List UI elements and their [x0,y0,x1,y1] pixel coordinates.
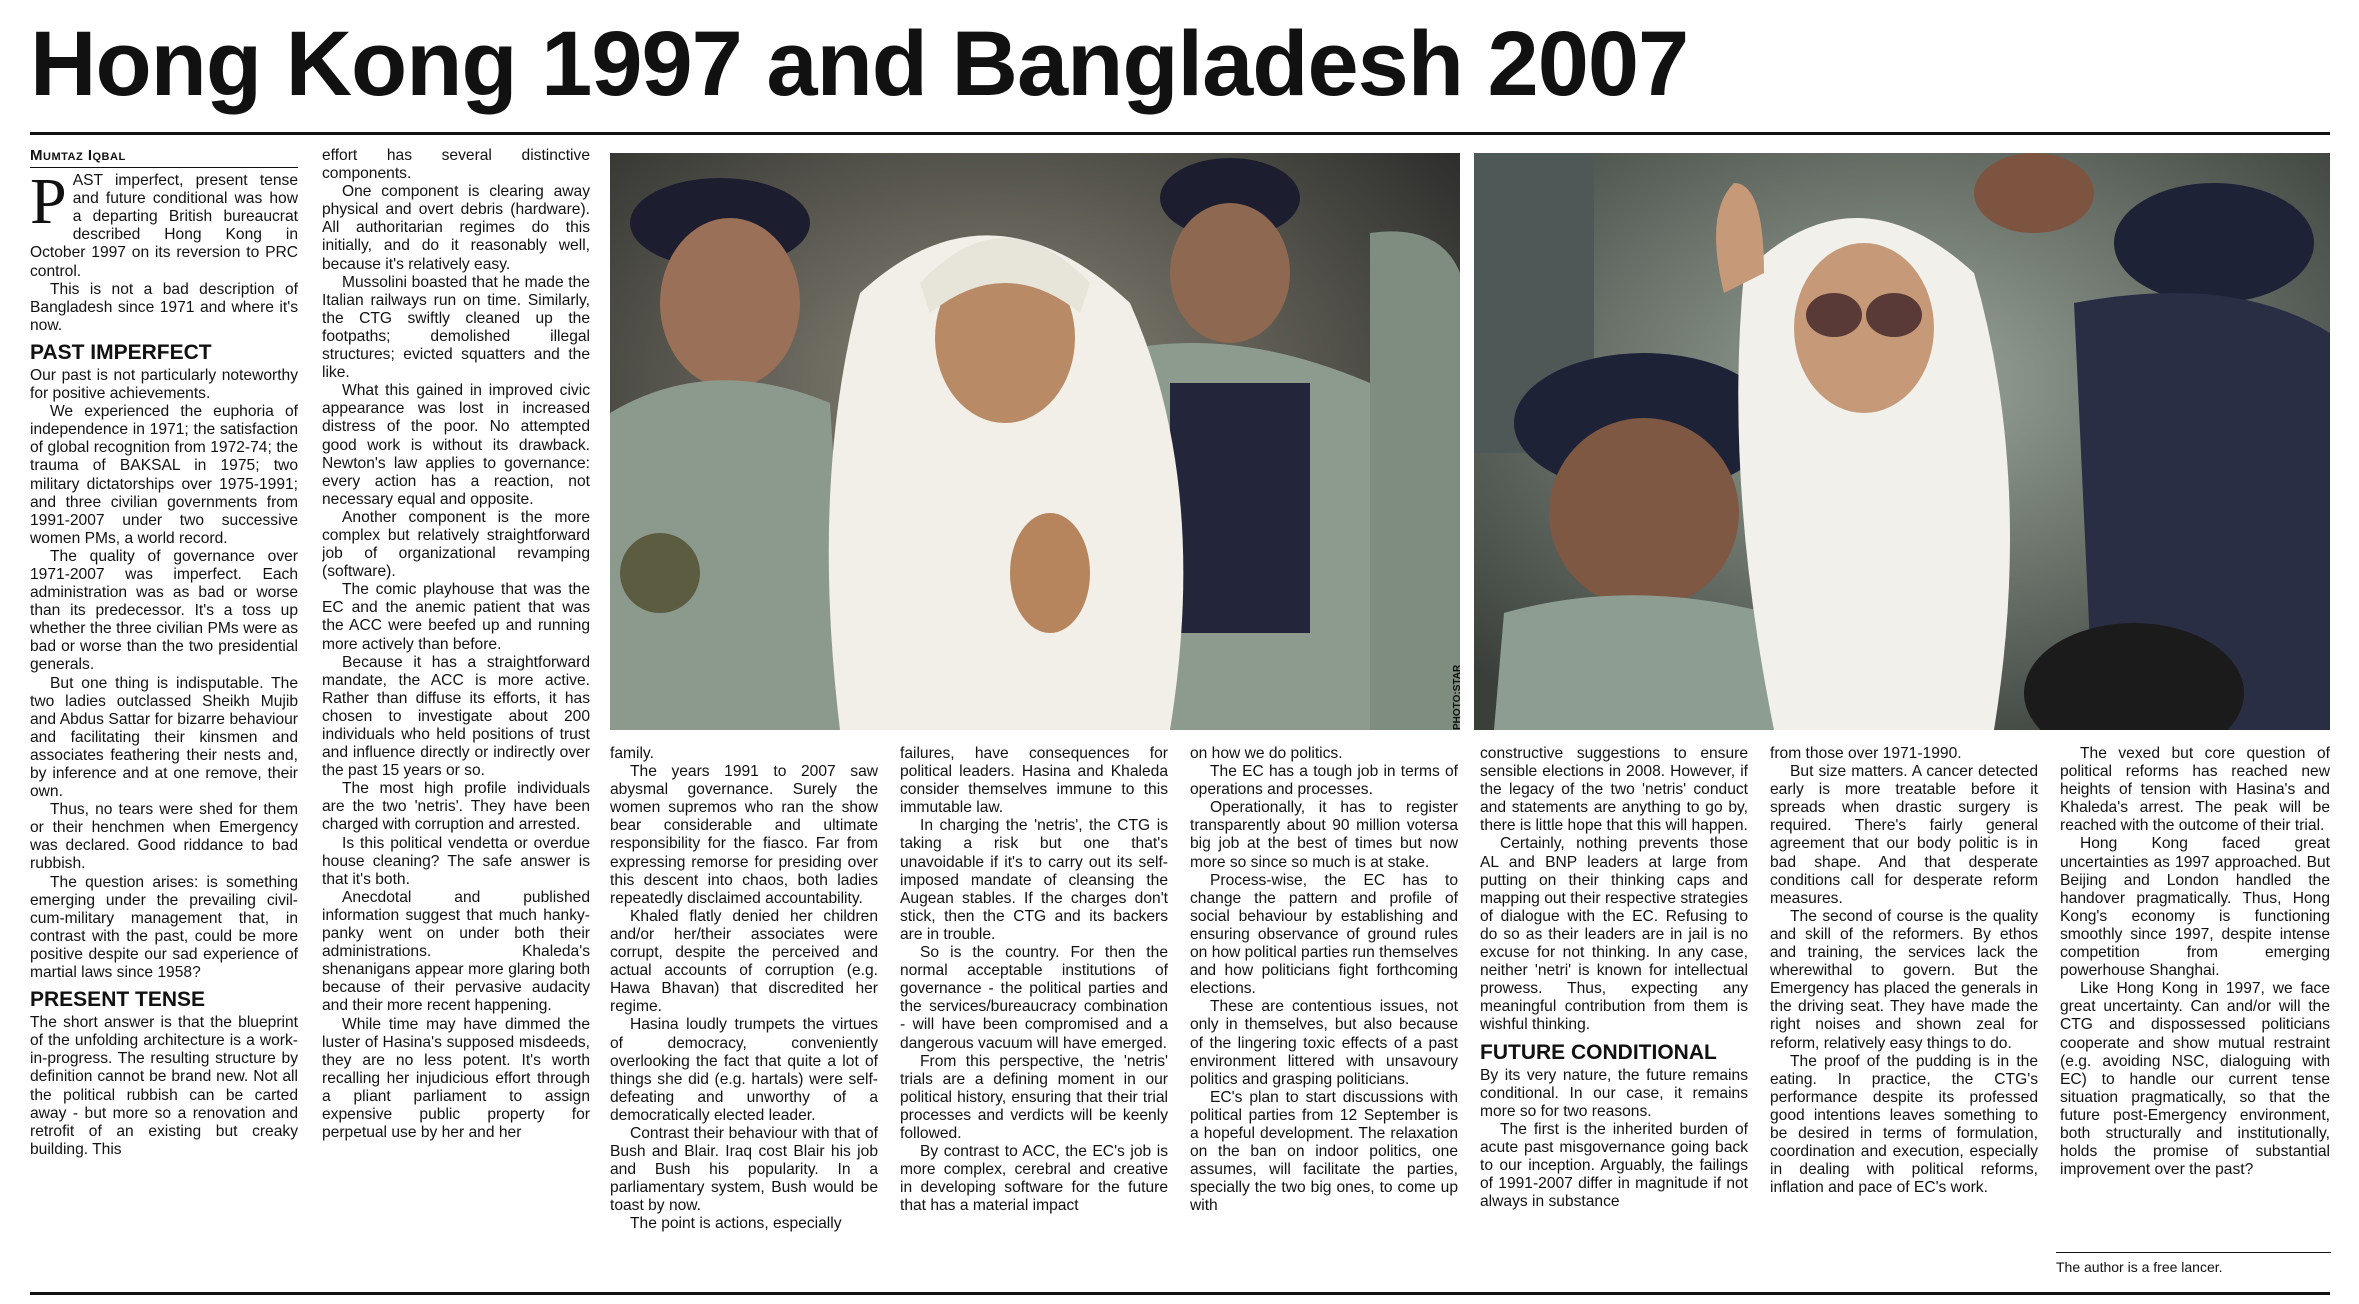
paragraph: Operationally, it has to register transparently about 90 million votersa big job at the best of times but now more so since so much is at stake. [1190,799,1458,871]
paragraph: Is this political vendetta or overdue house cleaning? The safe answer is that it's both. [322,834,590,888]
column-7 [1770,745,2038,1290]
column-5 [1190,745,1458,1290]
column-3 [610,745,878,1290]
paragraph: family. [610,745,654,762]
paragraph: failures, have consequences for political leaders. Hasina and Khaleda consider themselves immune to this immutable law. [900,745,1168,817]
subheading-past-imperfect: PAST IMPERFECT [30,340,212,364]
paragraph: So is the country. For then the normal acceptable institutions of governance - the political parties and the services/bureaucracy combination - will have been compromised and a dangerous vacuum will have emerged. [900,944,1168,1052]
dropcap: P [30,165,67,239]
paragraph: Another component is the more complex but relatively straightforward job of organizational revamping (software). [322,508,590,581]
paragraph: The first is the inherited burden of acute past misgovernance going back to our inception. Arguably, the failings of 1991-2007 differ in magnitude if not always in substance [1480,1120,1748,1211]
paragraph: constructive suggestions to ensure sensible elections in 2008. However, if the legacy of the two 'netris' conduct and statements are anything to go by, there is little hope that this will happen. [1480,745,1748,835]
paragraph: The EC has a tough job in terms of operations and processes. [1190,763,1458,799]
column-8 [2060,745,2330,1245]
paragraph: We experienced the euphoria of independence in 1971; the satisfaction of global recognition from 1972-74; the trauma of BAKSAL in 1975; two military dictatorships over 1975-1991; and three civilian governments from 1991-2007 under two successive women PMs, a world record. [30,403,298,547]
paragraph: The years 1991 to 2007 saw abysmal governance. Surely the women supremos who ran the show bear considerable and ultimate responsibility for the fiasco. Far from expressing remorse for presiding over this descent into chaos, both ladies repeatedly disclaimed accountability. [610,763,878,907]
paragraph: But size matters. A cancer detected early is more treatable before it spreads when drastic surgery is required. There's fairly general agreement that our body politic is in bad shape. And that desperate conditions call for desperate reform measures. [1770,763,2038,907]
paragraph: Because it has a straightforward mandate, the ACC is more active. Rather than diffuse its efforts, it has chosen to investigate about 200 individuals who held positions of trust and influence directly or indirectly over the past 15 years or so. [322,653,590,780]
paragraph: The comic playhouse that was the EC and the anemic patient that was the ACC were beefed up and running more actively than before. [322,581,590,653]
paragraph: What this gained in improved civic appearance was lost in increased distress of the poor. No attempted good work is without its drawback. Newton's law applies to governance: every action has a reaction, not necessary equal and opposite. [322,382,590,508]
paragraph: Anecdotal and published information suggest that much hanky-panky went on under both their administrations. Khaleda's shenanigans appear more glaring both because of their pervasive audacity and their more recent happening. [322,888,590,1015]
photo-khaleda [1474,153,2330,730]
author-footnote: The author is a free lancer. [2056,1252,2331,1275]
paragraph: effort has several distinctive components. [322,147,590,183]
column-1 [30,147,298,1290]
column-6 [1480,745,1748,1290]
paragraph: From this perspective, the 'netris' trials are a defining moment in our political history, ensuring that their trial processes and verdicts will be keenly followed. [900,1052,1168,1142]
column-4 [900,745,1168,1290]
paragraph: Process-wise, the EC has to change the pattern and profile of social behaviour by establishing and ensuring observance of ground rules on how political parties run themselves and how politicians fight forthcoming elections. [1190,871,1458,998]
paragraph: EC's plan to start discussions with political parties from 12 September is a hopeful development. The relaxation on the ban on indoor politics, one assumes, will facilitate the parties, specially the two big ones, to come up with [1190,1088,1458,1215]
paragraph: Mussolini boasted that he made the Italian railways run on time. Similarly, the CTG swiftly cleaned up the footpaths; demolished illegal structures; evicted squatters and the like. [322,273,590,382]
paragraph: Hong Kong faced great uncertainties as 1997 approached. But Beijing and London handled the handover pragmatically. Thus, Hong Kong's economy is functioning smoothly since 1997, despite intense competition from emerging powerhouse Shanghai. [2060,835,2330,980]
paragraph: The proof of the pudding is in the eating. In practice, the CTG's performance despite its professed good intentions leaves something to be desired in terms of formulation, coordination and execution, especially in dealing with political reforms, inflation and pace of EC's work. [1770,1052,2038,1197]
paragraph: The most high profile individuals are the two 'netris'. They have been charged with corruption and arrested. [322,780,590,834]
paragraph: PAST imperfect, present tense and future conditional was how a departing British bureaucrat described Hong Kong in October 1997 on its reversion to PRC control. [30,165,298,280]
headline: Hong Kong 1997 and Bangladesh 2007 [30,13,1689,115]
paragraph: Khaled flatly denied her children and/or her/their associates were corrupt, despite the perceived and actual accounts of corruption (e.g. Hawa Bhavan) that discredited her regime. [610,907,878,1016]
paragraph: Like Hong Kong in 1997, we face great uncertainty. Can and/or will the CTG and dispossessed politicians cooperate and show mutual restraint (e.g. avoiding NSC, dialoguing with EC) to handle our current tense situation pragmatically, so that the future post-Emergency environment, both structurally and institutionally, holds the promise of substantial improvement over the past? [2060,980,2330,1179]
paragraph: Our past is not particularly noteworthy for positive achievements. [30,366,298,403]
paragraph: In charging the 'netris', the CTG is taking a risk but one that's unavoidable if it's to carry out its self-imposed mandate of cleansing the Augean stables. If the charges don't stick, then the CTG and its backers are in trouble. [900,817,1168,943]
top-rule [30,132,2330,135]
paragraph: The vexed but core question of political reforms has reached new heights of tension with Hasina's and Khaleda's arrest. The peak will be reached with the outcome of their trial. [2060,745,2330,835]
paragraph: from those over 1971-1990. [1770,745,1962,762]
paragraph: These are contentious issues, not only in themselves, but also because of the lingering toxic effects of a past environment littered with unsavoury politics and grasping politicians. [1190,998,1458,1088]
column-2 [322,147,590,1290]
paragraph: Hasina loudly trumpets the virtues of democracy, conveniently overlooking the fact that quite a lot of things she did (e.g. hartals) were self-defeating and unworthy of a democratically elected leader. [610,1016,878,1124]
paragraph: One component is clearing away physical and overt debris (hardware). All authoritarian regimes do this initially, and do it reasonably well, because it's relatively easy. [322,183,590,273]
paragraph: on how we do politics. [1190,745,1343,762]
paragraph: The point is actions, especially [630,1215,842,1233]
paragraph: The question arises: is something emerging under the prevailing civil-cum-military management that, in contrast with the past, could be more positive despite our sad experience of martial laws since 1958? [30,873,298,982]
paragraph: This is not a bad description of Bangladesh since 1971 and where it's now. [30,280,298,334]
subheading-future-conditional: FUTURE CONDITIONAL [1480,1040,1717,1064]
bottom-rule [30,1292,2330,1295]
paragraph: Certainly, nothing prevents those AL and BNP leaders at large from putting on their thinking caps and mapping out their respective strategies of dialogue with the EC. Refusing to do so as their leaders are in jail is no excuse for not thinking. In any case, neither 'netri' is known for intellectual prowess. Thus, expecting any meaningful contribution from them is wishful thinking. [1480,835,1748,1034]
paragraph: The short answer is that the blueprint of the unfolding architecture is a work-in-progress. The resulting structure by definition cannot be brand new. Not all the political rubbish can be carted away - but more so a renovation and retrofit of an existing but creaky building. This [30,1014,298,1158]
paragraph: Contrast their behaviour with that of Bush and Blair. Iraq cost Blair his job and Bush his popularity. In a parliamentary system, Bush would be toast by now. [610,1124,878,1215]
paragraph: By its very nature, the future remains conditional. In our case, it remains more so for two reasons. [1480,1066,1748,1120]
paragraph: Thus, no tears were shed for them or their henchmen when Emergency was declared. Good riddance to bad rubbish. [30,801,298,873]
paragraph: By contrast to ACC, the EC's job is more complex, cerebral and creative in developing software for the future that has a material impact [900,1143,1168,1215]
byline: Mumtaz Iqbal [30,147,298,168]
paragraph: The quality of governance over 1971-2007 was imperfect. Each administration was as bad or worse than its predecessor. It's a toss up whether the three civilian PMs were as bad or worse than the two presidential generals. [30,547,298,674]
paragraph: The second of course is the quality and skill of the reformers. By ethos and training, the services lack the wherewithal to govern. But the Emergency has placed the generals in the driving seat. They have made the right noises and shown zeal for reform, relatively easy things to do. [1770,907,2038,1052]
photo-hasina [610,153,1460,730]
photo-credit: PHOTO:STAR [1452,664,1463,730]
subheading-present-tense: PRESENT TENSE [30,988,206,1012]
paragraph: While time may have dimmed the luster of Hasina's supposed misdeeds, they are no less potent. It's worth recalling her injudicious effort through a pliant parliament to assign expensive public property for perpetual use by her and her [322,1015,590,1142]
paragraph: But one thing is indisputable. The two ladies outclassed Sheikh Mujib and Abdus Sattar for bizarre behaviour and facilitating their kinsmen and associates feathering their nests and, by inference and at one remove, their own. [30,674,298,801]
